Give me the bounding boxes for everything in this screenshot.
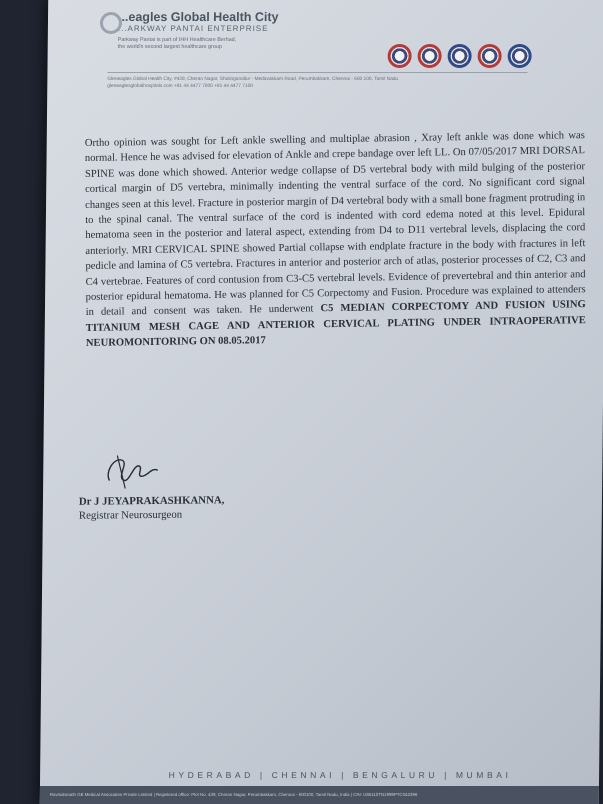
accreditation-seal-icon [447,44,471,68]
signatory-block [79,493,224,523]
accreditation-seal-icon [507,44,531,68]
handwritten-signature [103,450,163,490]
document-page [40,0,603,804]
header-divider [107,72,527,73]
address-line: Gleneagles Global Health City, #439, Cheran Nagar, Sholinganallur - Medavakkam Road, Perumbakkam, Chennai - 600 100, Tamil Nadu [107,77,399,82]
footer-cities: HYDERABAD | CHENNAI | BENGALURU | MUMBAI [168,770,512,780]
clinical-paragraph: Ortho opinion was sought for Left ankle swelling and multiplae abrasion , Xray left ankle was done which was normal. Hence he was advised for elevation of Ankle and crepe bandage over left LL. On 07/05/2017 MRI DORSAL SPINE was done which showed. Anterior wedge collapse of D5 vertebral body with mild bulging of the posterior cortical margin of D5 vertebra, minimally indenting the ventral surface of the cord. No significant cord signal changes seen at this level. Fracture in posterior margin of D4 vertebral body with a small bone fragment protruding in to the spinal canal. The ventral surface of the cord is indented with cord edema noted at this level. Epidural hematoma seen in the posterior and lateral aspect, extending from D4 to D11 vertebral levels, displacing the cord anteriorly. MRI CERVICAL SPINE showed Partial collapse with endplate fracture in the body with fractures in left pedicle and lamina of C5 vertebra. Fractures in anterior and posterior arch of atlas, posterior processes of C2, C3 and C4 vertebrae. Features of cord contusion from C3-C5 vertebral levels. Evidence of prevertebral and thin anterior and posterior epidural hematoma. He was planned for C5 Corpectomy and Fusion. Procedure was explained to attenders in detail and consent was taken. He underwent [84,130,586,319]
accreditation-seal-icon [387,44,411,68]
contact-line: gleneaglesglobalhospitals.com +91 44 4477 7000 +91 44 4477 7100 [107,84,253,89]
signatory-title: Registrar Neurosurgeon [78,508,183,522]
hospital-subtitle: ...ARKWAY PANTAI ENTERPRISE [117,24,269,33]
hospital-name: ...eagles Global Health City [117,10,279,24]
hospital-logo-icon [100,12,122,34]
footer-legal: Ravindranath GE Medical Associates Private Limited | Registered office: Plot No. 439, Cheran Nagar, Perumbakkam, Chennai - 600100, Tamil Nadu, India | CIN: U85110TN1999PTC042396 [40,786,599,804]
procedure-summary: C5 MEDIAN CORPECTOMY AND FUSION USING TITANIUM MESH CAGE AND ANTERIOR CERVICAL PLATING UNDER INTRAOPERATIVE NEUROMONITORING ON 08.05.2017 [85,299,586,350]
signatory-name: Dr J JEYAPRAKASHKANNA, [78,494,225,508]
accreditation-seals [387,44,531,68]
clinical-notes [85,128,586,352]
hospital-tagline: Parkway Pantai is part of IHH Healthcare Berhad, the world's second largest healthcare group [117,37,237,50]
accreditation-seal-icon [417,44,441,68]
accreditation-seal-icon [477,44,501,68]
hospital-address [107,76,527,90]
